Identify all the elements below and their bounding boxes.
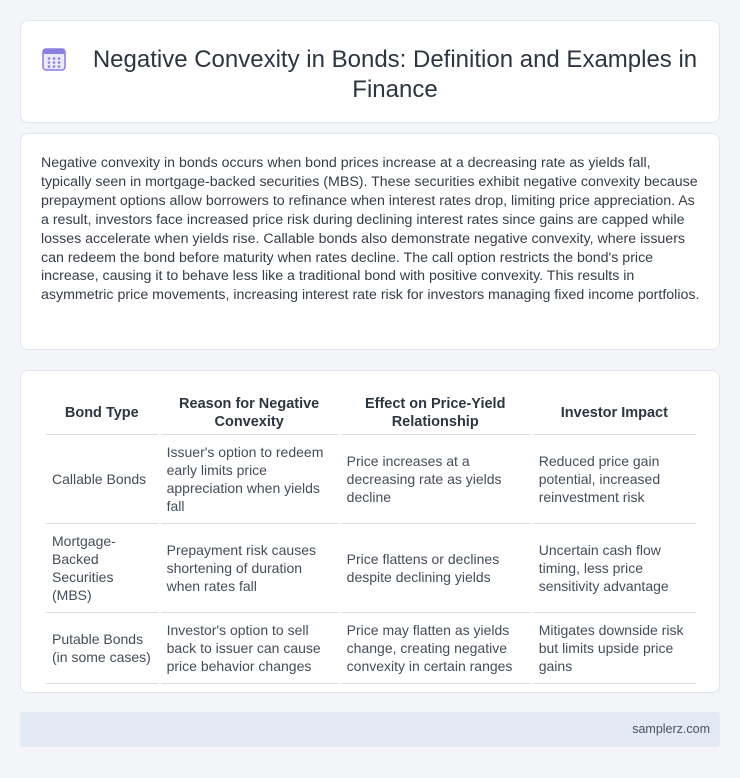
header-investor-impact: Investor Impact	[533, 391, 696, 435]
table-row	[46, 524, 696, 613]
table-row	[46, 435, 696, 524]
header-card	[20, 20, 720, 123]
cell-investor-impact: Reduced price gain potential, increased reinvestment risk	[533, 435, 696, 524]
cell-reason: Issuer's option to redeem early limits price appreciation when yields fall	[161, 435, 338, 524]
table-header-row	[46, 391, 696, 435]
cell-reason: Investor's option to sell back to issuer can cause price behavior changes	[161, 613, 338, 684]
cell-reason: Prepayment risk causes shortening of duration when rates fall	[161, 524, 338, 613]
intro-paragraph: Negative convexity in bonds occurs when bond prices increase at a decreasing rate as yields fall, typically seen in mortgage-backed securities (MBS). These securities exhibit negative convexity because prepayment options allow borrowers to refinance when interest rates drop, limiting price appreciation. As a result, investors face increased price risk during declining interest rates since gains are capped while losses accelerate when yields rise. Callable bonds also demonstrate negative convexity, where issuers can redeem the bond before maturity when rates decline. The call option restricts the bond's price increase, causing it to behave less like a traditional bond with positive convexity. This results in asymmetric price movements, increasing interest rate risk for investors managing fixed income portfolios.	[41, 155, 700, 304]
intro-card	[20, 133, 720, 350]
footer-bar	[20, 712, 720, 747]
comparison-table	[43, 391, 699, 684]
table-card	[20, 370, 720, 693]
cell-effect: Price increases at a decreasing rate as yields decline	[341, 435, 530, 524]
header-bond-type: Bond Type	[46, 391, 158, 435]
cell-bond-type: Mortgage-Backed Securities (MBS)	[46, 524, 158, 613]
cell-investor-impact: Uncertain cash flow timing, less price sensitivity advantage	[533, 524, 696, 613]
footer-site-link[interactable]: samplerz.com	[632, 722, 710, 736]
cell-effect: Price may flatten as yields change, creating negative convexity in certain ranges	[341, 613, 530, 684]
header-reason: Reason for Negative Convexity	[161, 391, 338, 435]
cell-effect: Price flattens or declines despite declining yields	[341, 524, 530, 613]
table-row	[46, 613, 696, 684]
header-effect: Effect on Price-Yield Relationship	[341, 391, 530, 435]
cell-investor-impact: Mitigates downside risk but limits upside price gains	[533, 613, 696, 684]
cell-bond-type: Callable Bonds	[46, 435, 158, 524]
cell-bond-type: Putable Bonds (in some cases)	[46, 613, 158, 684]
page-title: Negative Convexity in Bonds: Definition and Examples in Finance	[92, 46, 698, 103]
